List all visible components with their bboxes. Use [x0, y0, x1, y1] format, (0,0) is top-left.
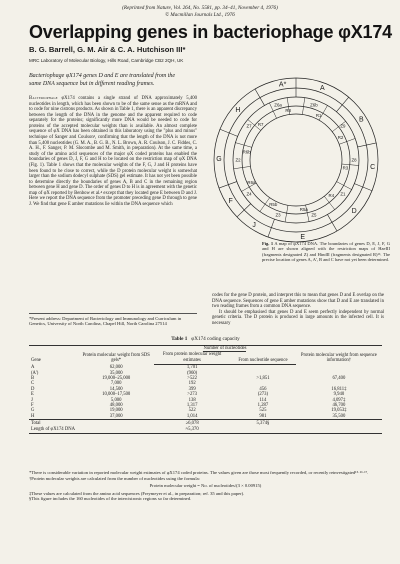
gene-boundary-tick	[255, 89, 265, 105]
fragment-label: Z6b	[310, 102, 318, 108]
table-note-4: §This figure includes the 160 nucleotides of the intercistronic regions so far determined.	[29, 496, 192, 502]
lead-word: Bacteriophage	[29, 96, 58, 101]
gene-boundary-tick	[354, 184, 372, 191]
cell-seq: 1,287	[257, 403, 269, 409]
gene-label: H	[235, 106, 241, 114]
table-note-2: †Protein molecular weights are calculated from the number of nucleotides using the formula:	[29, 475, 200, 481]
cell-est: (960)	[187, 370, 198, 376]
address-footnote: *Present address: Department of Bacteriology and Immunology and Curriculum in Genetics, University of North Carolina, Chapel Hill, North Carolina 27514	[29, 313, 197, 327]
article-title: Overlapping genes in bacteriophage φX174	[29, 22, 392, 42]
fragment-label: R5a	[299, 206, 308, 212]
cell-gene: F	[31, 403, 34, 409]
body-paragraph-2: codes for the gene D protein, and interpret this to mean that genes D and E overlap on the DNA sequence. Sequences of gene E amber mutations show that D and E are translated in two reading frames from a common DNA sequence.	[212, 293, 384, 310]
cell-sds: 48,000	[109, 403, 123, 409]
cell-sds: 10,000–17,500	[102, 392, 131, 398]
reprint-notice	[0, 5, 400, 18]
col-gene: Gene	[29, 346, 78, 365]
gene-label: C	[370, 164, 376, 172]
fragment-label: Z4	[246, 191, 252, 197]
cell-gene: (A')	[31, 370, 39, 376]
fragment-label: R6b	[242, 149, 251, 155]
col-sds: Protein molecular weight from SDS gels*	[78, 346, 154, 365]
coding-capacity-table	[29, 345, 382, 434]
caption-text: A map of φX174 DNA. The boundaries of genes D, E, J, F, G and H are shown aligned with the restriction maps of HaeIII (fragments designated Z) and HindII (fragments designated R)¹⁶. The precise location of genes A, A', B and C have not yet been determined.	[262, 241, 391, 262]
gene-label: A	[319, 85, 325, 93]
cell-sds: 7,000	[110, 381, 122, 387]
table-note-3: ‡These values are calculated from the amino acid sequences (Freymeyer et al., in preparation; ref. 35 and this paper).	[29, 490, 245, 496]
fragment-label: R4	[328, 192, 335, 198]
cell-gene: A	[31, 364, 35, 370]
fragment-label: R1	[315, 112, 322, 118]
table-footnotes	[29, 470, 382, 502]
col-mw-seq: Protein molecular weight from sequence information†	[296, 346, 382, 365]
col-seq: From nucleotide sequence	[230, 352, 296, 364]
cell-sds: 19,000–25,000	[102, 376, 131, 382]
fragment-label: Z5	[311, 212, 317, 218]
fragment-label: Z8	[351, 157, 357, 163]
reprint-citation: (Reprinted from Nature, Vol. 264, No. 5581, pp. 34–41, November 4, 1976)	[122, 5, 278, 11]
table-label: Table 1	[171, 336, 188, 342]
cell-est: 192	[188, 381, 196, 387]
col-est: From protein molecular weight estimates	[154, 352, 230, 364]
table-title	[29, 336, 382, 342]
cell-mw: 46,700	[332, 403, 346, 409]
fragment-boundary-tick	[234, 166, 251, 168]
gene-label: F	[228, 198, 233, 206]
cell-est: 1,317	[186, 403, 198, 409]
fragment-label: R7	[257, 122, 264, 128]
table-formula: Protein molecular weight = No. of nucleotides/(3 × 0.00915)	[149, 483, 262, 489]
cell-sds: 35,000	[109, 370, 123, 376]
fragment-boundary-tick	[324, 196, 334, 209]
copyright-line: © Macmillan Journals Ltd., 1976	[165, 11, 235, 18]
body-paragraph-3: It should be emphasised that genes D and E seem perfectly independent by normal genetic criteria. The D protein is produced in large amounts in the infected cell. It is necessary	[212, 309, 384, 326]
cell-est: >273	[187, 392, 197, 398]
cell-gene: E	[31, 392, 34, 398]
gene-label: D	[351, 207, 357, 215]
fragment-label: Z7	[246, 123, 252, 129]
cell-gene: G	[31, 408, 35, 414]
cell-est: >522	[187, 376, 197, 382]
cell-mw: 35,500	[332, 413, 346, 419]
author-list: B. G. Barrell, G. M. Air & C. A. Hutchison III*	[29, 45, 186, 54]
fragment-boundary-tick	[337, 182, 352, 190]
cell-est: 522	[188, 408, 196, 414]
body-paragraph-1: φX174 contains a single strand of DNA approximately 5,400 nucleotides in length, which has been shown to be of the same sense as the mRNA and to code for nine cistrons products. As shown in Table 1, there is an apparent discrepancy between the length of the DNA in the genome and the apparent required to code separately for the proteins; significantly more DNA would be needed to code for proteins of the accepted molecular weights than is available. An almost complete sequence of φX DNA has been obtained in this laboratory using the "plus and minus" technique of Sanger and Coulson¹, confirming that the length of the DNA is not more than 5,400 nucleotides (G. M. A., B. G. B., N. L. Brown, A. R. Coulson, J. C. Fiddes, C. A. H., F. Sanger, P. M. Slocombe and M. Smith, in preparation). At the same time, a study of the amino acid sequences of the major φX coded proteins has enabled the boundaries of genes D, J, F, G and H to be located on the restriction map of φX DNA (Fig. 1). Table 1 shows that the molecular weights of the F, G, J and H proteins have been found to be close to correct, while the D protein molecular weight is somewhat larger than the sodium dodecyl sulphate (SDS) gel estimate. It has not yet been possible to determine directly the boundaries of genes A, B and C in the remaining region between gene H and gene D. The order of genes D to H is in agreement with the genetic map of φX reported by Benbow et al.⁴ except that they located gene E between D and J. Here we report the DNA sequence from the promoter preceding gene D through to gene J. We find that gene E amber mutations lie within the DNA sequence which	[29, 96, 197, 207]
fragment-label: R6a	[247, 180, 256, 186]
fragment-label: Z9	[340, 123, 346, 129]
cell-gene: H	[31, 413, 35, 419]
cell-est: 1,014	[186, 413, 198, 419]
gene-ring-inner	[224, 88, 368, 232]
table-note-1: *There is considerable variation in reported molecular weight estimates of φX174 coded proteins. The values given are those most frequently recorded, or recently reinvestigated¹⁵·¹⁶·¹⁷.	[29, 470, 369, 475]
fragment-boundary-tick	[302, 98, 304, 115]
gene-boundary-tick	[328, 215, 338, 231]
caption-label: Fig. 1	[262, 241, 274, 246]
fragment-label: R2	[337, 134, 344, 140]
cell-seq: (273)	[257, 392, 269, 398]
cell-mw: 9,940	[333, 392, 345, 398]
header-group: Number of nucleotides	[154, 346, 296, 353]
cell-gene: C	[31, 381, 35, 387]
fragment-label: R3	[342, 165, 349, 171]
affiliation: MRC Laboratory of Molecular Biology, Hills Road, Cambridge CB2 2QH, UK	[29, 58, 184, 63]
cell-est: 399	[188, 386, 196, 392]
cell-seq: 456	[259, 386, 267, 392]
gene-boundary-tick	[336, 97, 348, 112]
cell-sds: 19,000	[109, 408, 123, 414]
gene-label: B	[358, 116, 364, 124]
body-column-left	[29, 96, 197, 208]
gene-label: A*	[278, 81, 287, 89]
cell-gene: B	[31, 376, 35, 382]
gene-label: E	[300, 234, 306, 242]
fragment-label: Z6a	[274, 102, 282, 108]
figure-caption	[262, 241, 390, 262]
table-total-row: Total Length of φX174 DNA ≥6,078 ≈5,370 5,374§	[29, 420, 382, 434]
cell-seq: >1,851	[256, 376, 270, 382]
cell-seq: 525	[259, 408, 267, 414]
cell-sds: 5,000	[110, 397, 122, 403]
fragment-label: R8	[285, 108, 291, 114]
cell-est: 138	[188, 397, 196, 403]
cell-seq: 981	[259, 413, 267, 419]
cell-mw: 67,400	[332, 376, 346, 382]
fragment-label: Z1	[340, 191, 346, 197]
cell-sds: 37,000	[109, 413, 123, 419]
fragment-label: Z2	[235, 157, 241, 163]
cell-sds: 14,500	[109, 386, 123, 392]
haeIII-ring	[233, 97, 359, 223]
table-caption: φX174 coding capacity	[191, 336, 240, 342]
cell-gene: J	[31, 397, 33, 403]
genome-map-figure	[206, 74, 382, 250]
gene-boundary-tick	[237, 204, 251, 217]
cell-mw: 16,811‡	[331, 386, 347, 392]
cell-gene: D	[31, 386, 35, 392]
body-column-right	[212, 293, 384, 326]
gene-label: J	[252, 221, 256, 229]
fragment-boundary-tick	[260, 198, 270, 212]
fragment-label: R5b	[269, 202, 278, 208]
cell-mw: 4,097‡	[332, 397, 346, 403]
cell-seq: 114	[259, 397, 267, 403]
cell-mw: 19,053‡	[331, 408, 347, 414]
gene-label: G	[216, 156, 222, 164]
cell-sds: 62,000	[109, 364, 123, 370]
abstract: Bacteriophage φX174 genes D and E are translated from the same DNA sequence but in different reading frames.	[29, 73, 176, 87]
cell-est: 1,701	[186, 365, 198, 371]
gene-boundary-tick	[220, 129, 238, 136]
fragment-label: Z3	[275, 212, 281, 218]
